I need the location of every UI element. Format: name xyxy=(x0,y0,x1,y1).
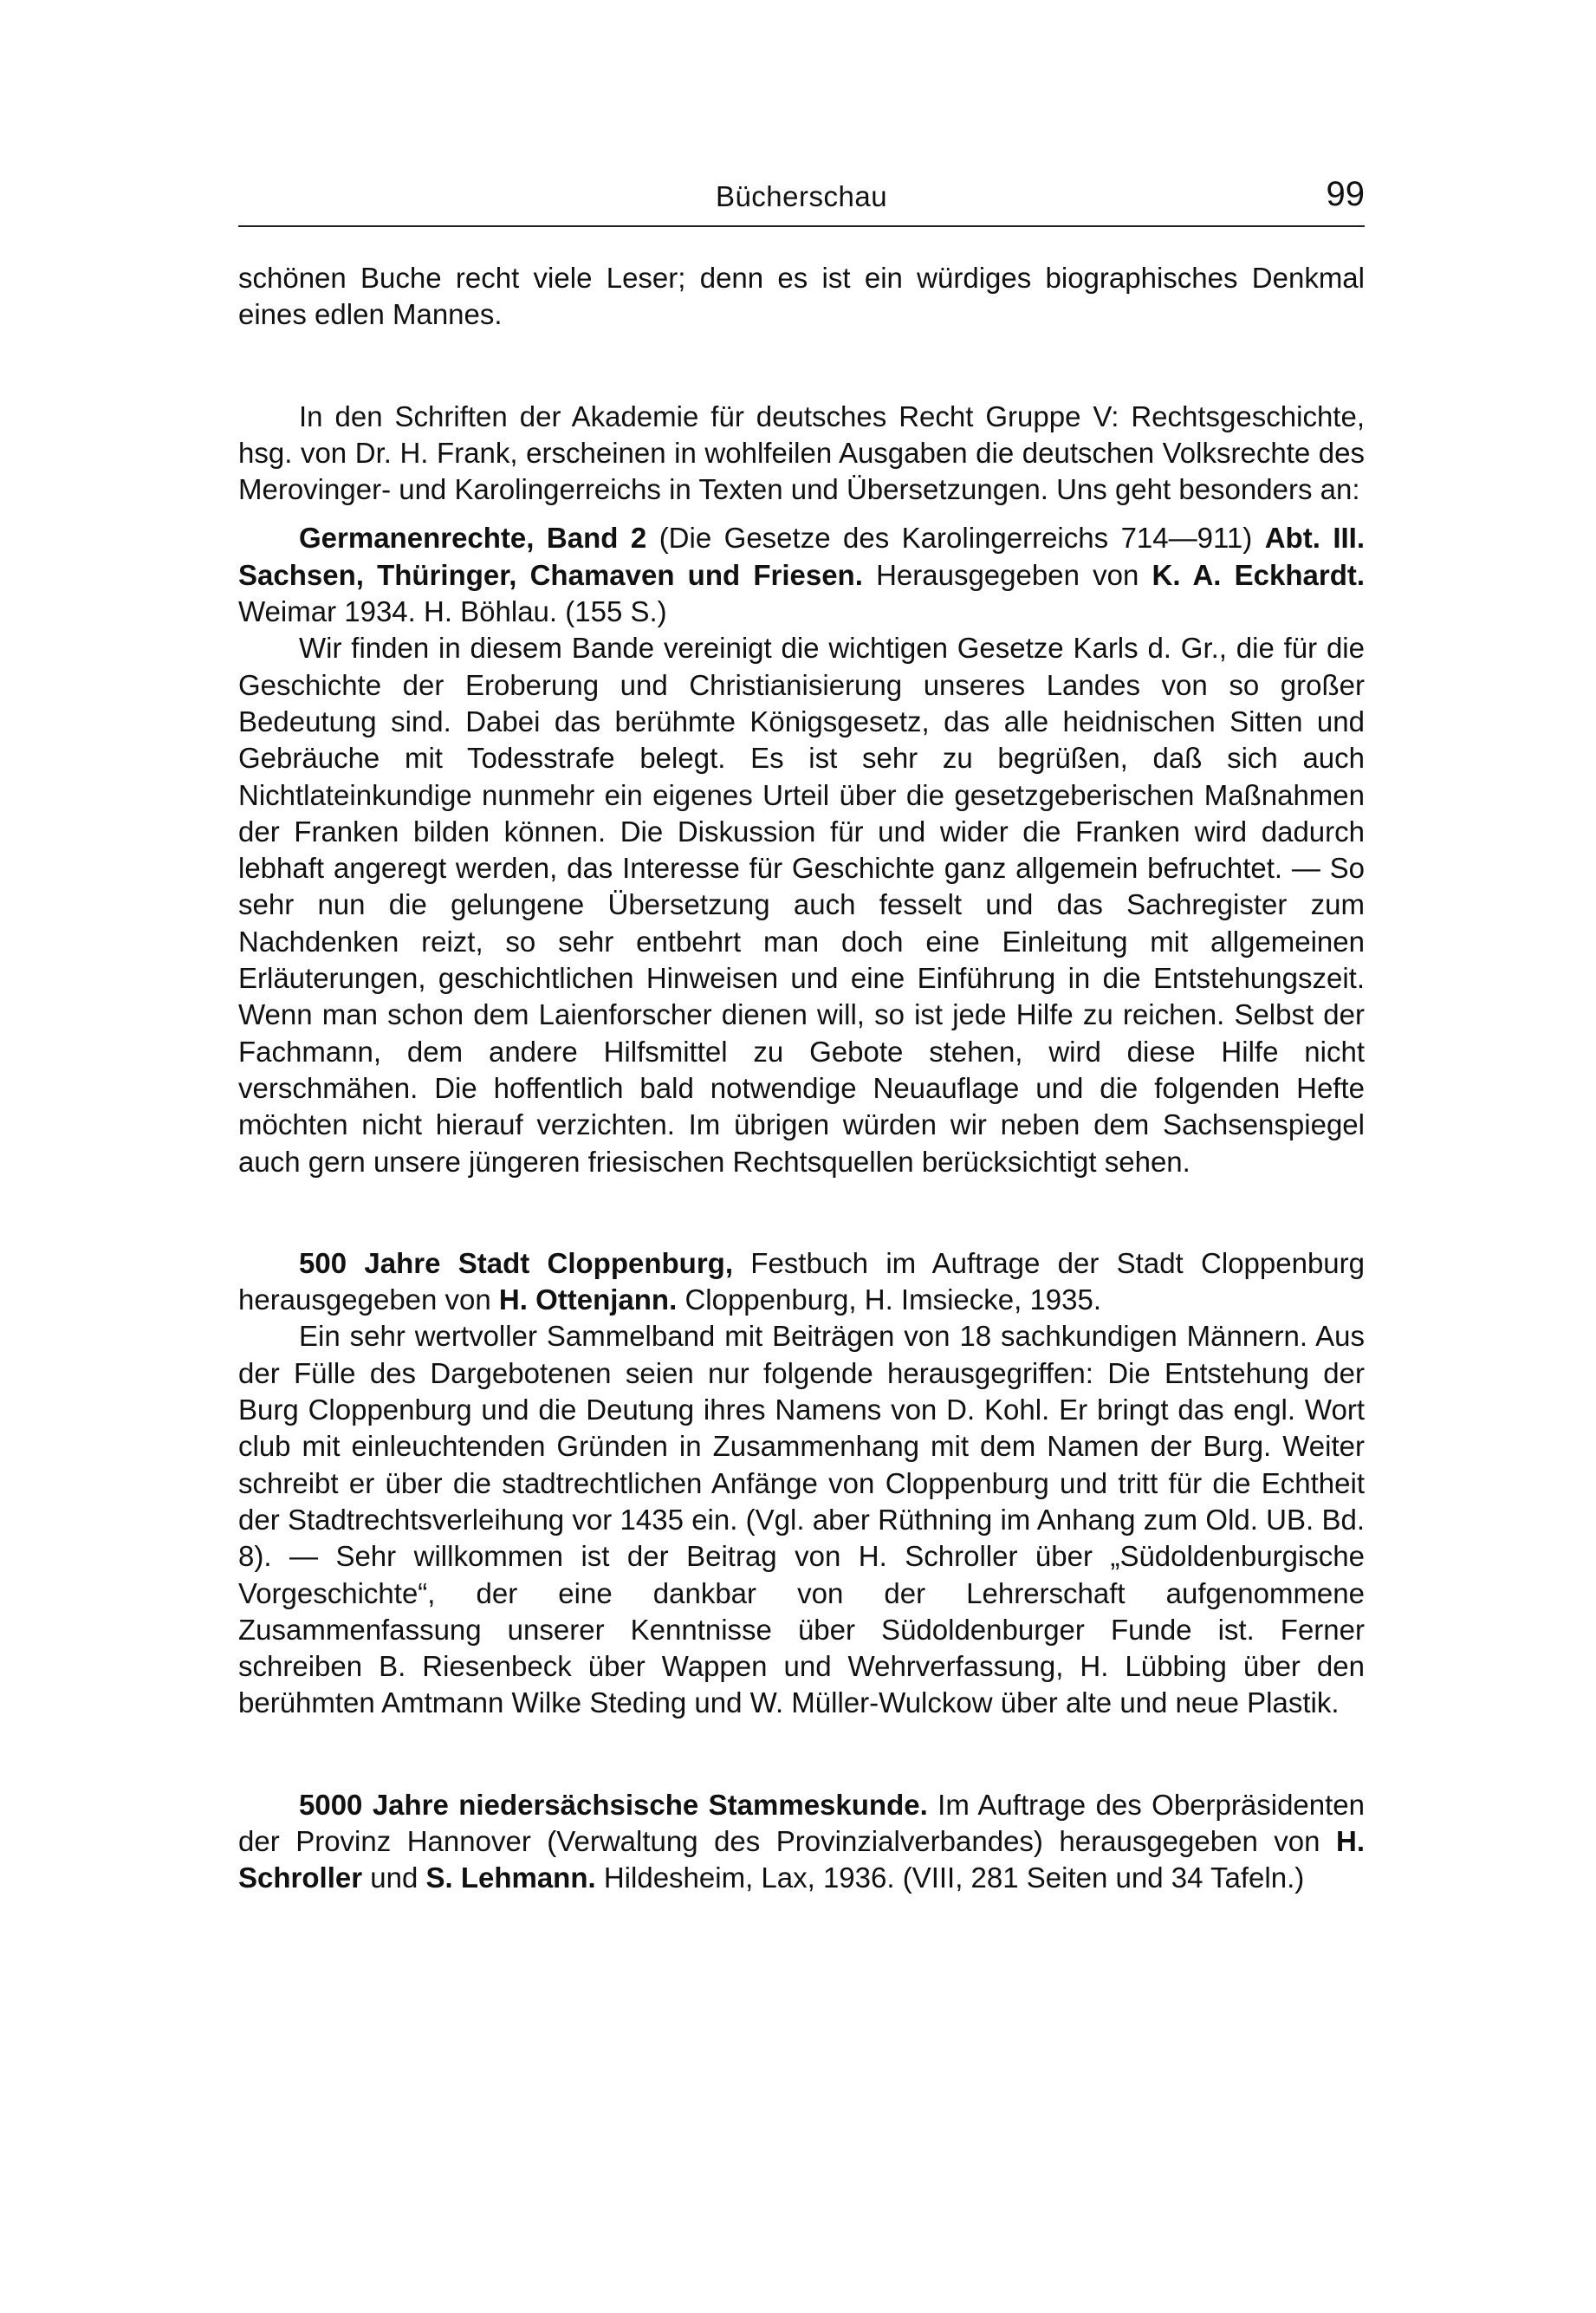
page-header xyxy=(238,173,1365,227)
entry-editor: H. Schroller xyxy=(238,1824,1365,1894)
bibliographic-entry-germanenrechte xyxy=(238,520,1365,630)
entry-conjunction: und xyxy=(370,1861,418,1894)
entry-editor: S. Lehmann. xyxy=(425,1861,596,1894)
entry-subtitle: (Die Gesetze des Karolingerreichs 714—911) xyxy=(659,522,1253,555)
review-cloppenburg: Ein sehr wertvoller Sammelband mit Beiträgen von 18 sachkundigen Männern. Aus der Fülle des Dargebotenen seien nur folgende herausgegriffen: Die Entstehung der Burg Cloppenburg und die Deutung ihres Namens von D. Kohl. Er bringt das engl. Wort club mit einleuchtenden Gründen in Zusammenhang mit dem Namen der Burg. Weiter schreibt er über die stadtrechtlichen Anfänge von Cloppenburg und tritt für die Echtheit der Stadtrechtsverleihung vor 1435 ein. (Vgl. aber Rüthning im Anhang zum Old. UB. Bd. 8). — Sehr willkommen ist der Beitrag von H. Schroller über „Südoldenburgische Vorgeschichte“, der eine dankbar von der Lehrerschaft aufgenommene Zusammenfassung unserer Kenntnisse über Südoldenburger Funde ist. Ferner schreiben B. Riesenbeck über Wappen und Wehrverfassung, H. Lübbing über den berühmten Amtmann Wilke Steding und W. Müller-Wulckow über alte und neue Plastik. xyxy=(238,1320,1365,1719)
entry-description: Festbuch im Auftrage der Stadt Cloppenburg herausgegeben von xyxy=(238,1246,1366,1316)
bibliographic-entry-cloppenburg xyxy=(238,1245,1365,1319)
running-title: Bücherschau xyxy=(715,180,888,212)
bibliographic-entry-stammeskunde xyxy=(238,1787,1365,1897)
paragraph-continuation: schönen Buche recht viele Leser; denn es ist ein würdiges biographisches Denkmal eines edlen Mannes. xyxy=(238,262,1365,331)
entry-description: Im Auftrage des Oberpräsidenten der Provinz Hannover (Verwaltung des Provinzialverbandes) herausgegeben von xyxy=(238,1788,1365,1857)
entry-imprint: Weimar 1934. H. Böhlau. (155 S.) xyxy=(238,595,667,628)
entry-title: 500 Jahre Stadt Cloppenburg, xyxy=(299,1246,733,1279)
entry-title: 5000 Jahre niedersächsische Stammeskunde. xyxy=(299,1788,928,1821)
paragraph-intro: In den Schriften der Akademie für deutsches Recht Gruppe V: Rechtsgeschichte, hsg. von Dr. H. Frank, erscheinen in wohlfeilen Ausgaben die deutschen Volksrechte des Merovinger- und Karolingerreichs in Texten und Übersetzungen. Uns geht besonders an: xyxy=(238,400,1365,506)
entry-editor: K. A. Eckhardt. xyxy=(1152,558,1366,591)
entry-imprint: Cloppenburg, H. Imsiecke, 1935. xyxy=(684,1283,1102,1316)
entry-part: Abt. III. Sachsen, Thüringer, Chamaven und Friesen. xyxy=(238,522,1365,591)
entry-imprint: Hildesheim, Lax, 1936. (VIII, 281 Seiten und 34 Tafeln.) xyxy=(603,1861,1305,1894)
page-number: 99 xyxy=(1326,175,1365,213)
entry-editor: H. Ottenjann. xyxy=(498,1283,678,1316)
review-germanenrechte: Wir finden in diesem Bande vereinigt die wichtigen Gesetze Karls d. Gr., die für die Geschichte der Eroberung und Christianisierung unseres Landes von so großer Bedeutung sind. Dabei das berühmte Königsgesetz, das alle heidnischen Sitten und Gebräuche mit Todesstrafe belegt. Es ist sehr zu begrüßen, daß sich auch Nichtlateinkundige nunmehr ein eigenes Urteil über die gesetzgeberischen Maßnahmen der Franken bilden können. Die Diskussion für und wider die Franken wird dadurch lebhaft angeregt werden, das Interesse für Geschichte ganz allgemein befruchtet. — So sehr nun die gelungene Übersetzung auch fesselt und das Sachregister zum Nachdenken reizt, so sehr entbehrt man doch eine Einleitung mit allgemeinen Erläuterungen, geschichtlichen Hinweisen und eine Einführung in die Entstehungszeit. Wenn man schon dem Laienforscher dienen will, so ist jede Hilfe zu reichen. Selbst der Fachmann, dem andere Hilfsmittel zu Gebote stehen, wird diese Hilfe nicht verschmähen. Die hoffentlich bald notwendige Neuauflage und die folgenden Hefte möchten nicht hierauf verzichten. Im übrigen würden wir neben dem Sachsenspiegel auch gern unsere jüngeren friesischen Rechtsquellen berücksichtigt sehen. xyxy=(238,632,1365,1178)
entry-editor-label: Herausgegeben von xyxy=(876,558,1139,591)
page-body xyxy=(238,260,1365,1897)
entry-title: Germanenrechte, Band 2 xyxy=(299,522,647,555)
